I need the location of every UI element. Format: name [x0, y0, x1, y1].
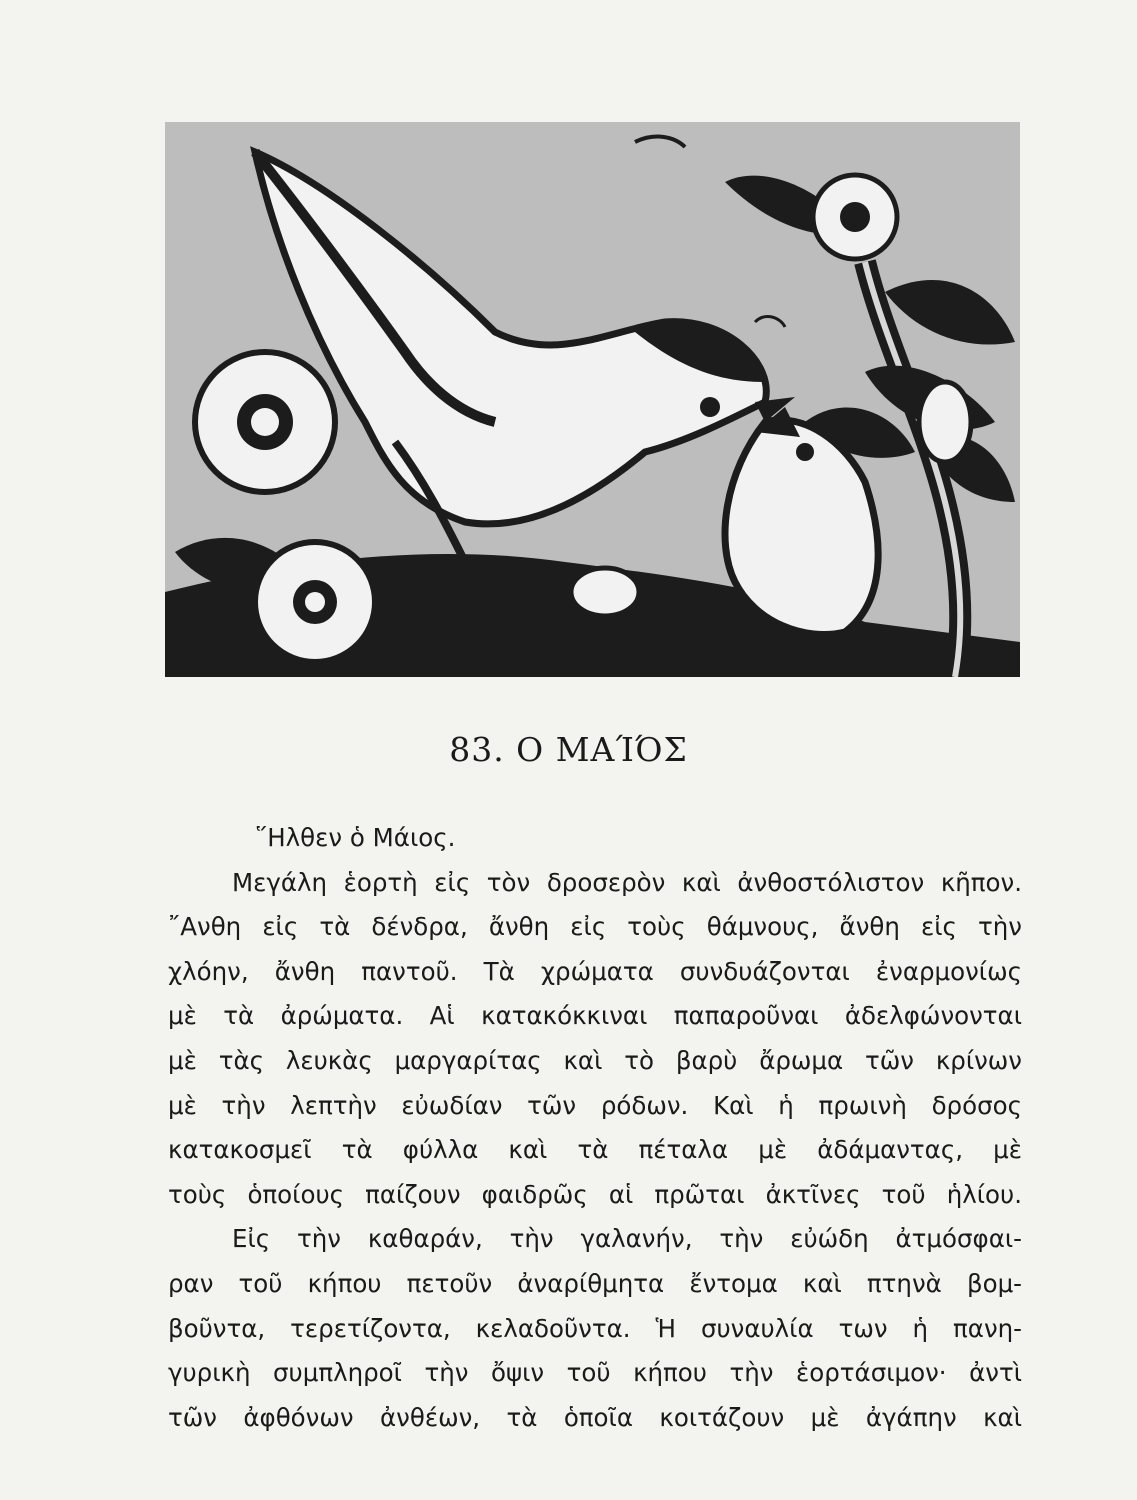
text-line: Εἰς τὴν καθαράν, τὴν γαλανήν, τὴν εὐώδη ἀτμόσφαι- — [232, 1224, 1022, 1254]
text-line: γυρικὴ συμπληροῖ τὴν ὄψιν τοῦ κήπου τὴν ἑορτάσιμον· ἀντὶ — [168, 1358, 1022, 1388]
birds-and-roses-image — [165, 122, 1020, 677]
chapter-title: 83. Ο ΜΑΊΌΣ — [449, 730, 688, 769]
text-line: μὲ τὴν λεπτὴν εὐωδίαν τῶν ρόδων. Καὶ ἡ πρωινὴ δρόσος — [168, 1090, 1022, 1120]
text-line: κατακοσμεῖ τὰ φύλλα καὶ τὰ πέταλα μὲ ἀδάμαντας, μὲ — [168, 1135, 1022, 1165]
text-line: βοῦντα, τερετίζοντα, κελαδοῦντα. Ἡ συναυλία των ἡ πανη- — [168, 1313, 1022, 1343]
text-line: τοὺς ὁποίους παίζουν φαιδρῶς αἱ πρῶται ἀκτῖνες τοῦ ἡλίου. — [168, 1179, 1022, 1209]
woodcut-illustration — [165, 122, 1020, 677]
text-line: τῶν ἀφθόνων ἀνθέων, τὰ ὁποῖα κοιτάζουν μὲ ἀγάπην καὶ — [168, 1402, 1022, 1432]
text-line: ῞Ηλθεν ὁ Μάιος. — [255, 823, 456, 852]
text-line: ῎Ανθη εἰς τὰ δένδρα, ἄνθη εἰς τοὺς θάμνους, ἄνθη εἰς τὴν — [168, 912, 1022, 942]
text-line: μὲ τὰ ἀρώματα. Αἱ κατακόκκιναι παπαροῦναι ἀδελφώνονται — [168, 1001, 1022, 1031]
text-line: Μεγάλη ἑορτὴ εἰς τὸν δροσερὸν καὶ ἀνθοστόλιστον κῆπον. — [232, 867, 1022, 897]
text-line: μὲ τὰς λευκὰς μαργαρίτας καὶ τὸ βαρὺ ἄρωμα τῶν κρίνων — [168, 1045, 1022, 1075]
chapter-body — [168, 816, 1022, 1440]
text-line: χλόην, ἄνθη παντοῦ. Τὰ χρώματα συνδυάζονται ἐναρμονίως — [168, 956, 1022, 986]
text-line: ραν τοῦ κήπου πετοῦν ἀναρίθμητα ἔντομα καὶ πτηνὰ βομ- — [168, 1268, 1022, 1298]
